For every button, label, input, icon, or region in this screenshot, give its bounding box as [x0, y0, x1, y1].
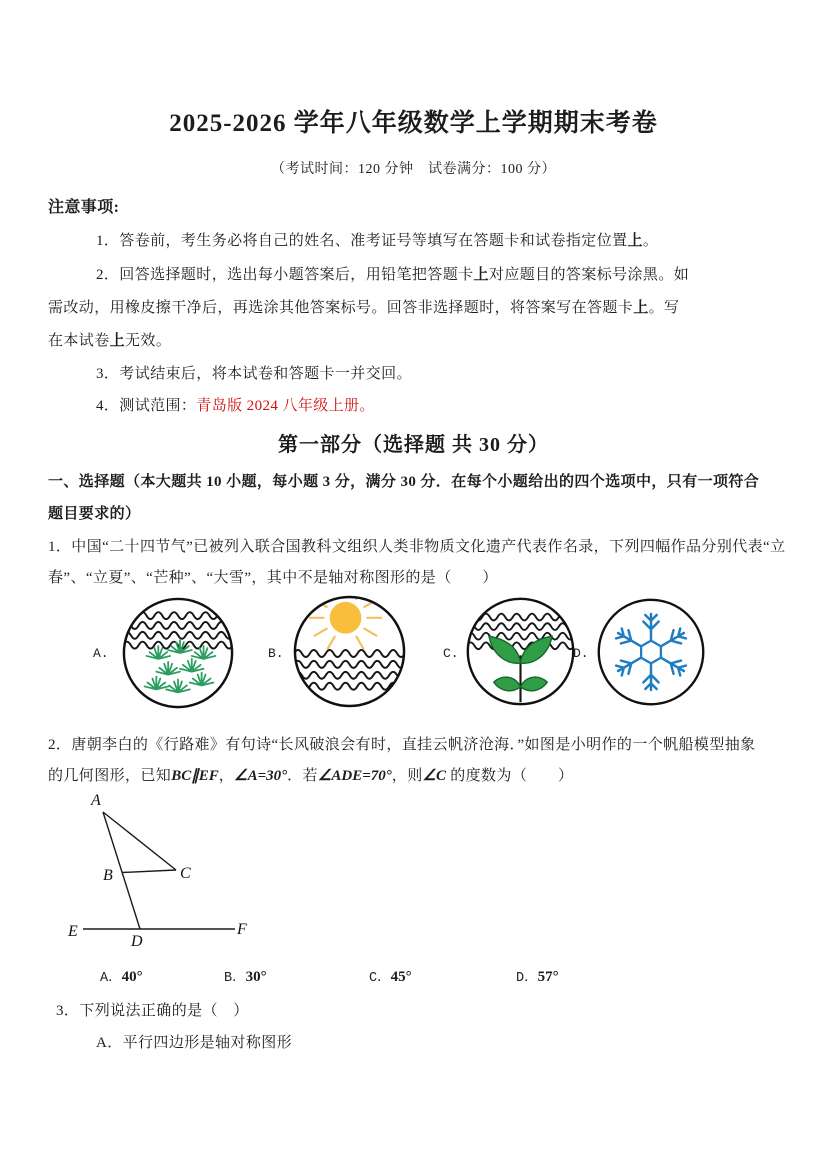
q2-option-d-value: 57° [537, 969, 559, 985]
q2-option-b-value: 30° [245, 969, 267, 985]
grain-plant-icon [463, 594, 578, 709]
notice-item-2-line2: 需改动，用橡皮擦干净后，再选涂其他答案标号。回答非选择题时，将答案写在答题卡上。写 [48, 300, 680, 316]
q1-option-label-b: B. [268, 646, 284, 661]
notice-item-2-line1: 2．回答选择题时，选出每小题答案后，用铅笔把答题卡上对应题目的答案标号涂黑。如 [96, 267, 690, 283]
figure-point-label-d: D [131, 933, 143, 950]
notice-item-1: 1．答卷前，考生务必将自己的姓名、准考证号等填写在答题卡和试卷指定位置上。 [96, 233, 659, 249]
q1-stem-line1: 1．中国“二十四节气”已被列入联合国教科文组织人类非物质文化遗产代表作名录，下列四幅作品分别代表“立 [48, 539, 786, 555]
q1-stem-line2: 春”、“立夏”、“芒种”、“大雪”，其中不是轴对称图形的是（ ） [48, 570, 498, 586]
q2-option-a [100, 965, 143, 986]
q2-option-d [516, 965, 559, 986]
snowflake-icon [594, 595, 708, 709]
q2-option-c-label: C． [369, 971, 391, 986]
sailboat-geometry-figure [58, 788, 288, 960]
figure-point-label-a: A [91, 792, 101, 809]
q3-option-a: A．平行四边形是轴对称图形 [96, 1035, 293, 1051]
q1-option-label-d: D. [573, 646, 589, 661]
section1-heading: 第一部分（选择题 共 30 分） [278, 434, 549, 456]
q2-stem-line1: 2．唐朝李白的《行路难》有句诗“长风破浪会有时，直挂云帆济沧海．”如图是小明作的一个帆船模型抽象 [48, 737, 756, 753]
figure-point-label-b: B [103, 867, 113, 884]
q2-option-c-value: 45° [390, 969, 412, 985]
notice-item-4: 4．测试范围：青岛版 2024 八年级上册。 [96, 398, 375, 414]
q2-option-a-value: 40° [121, 969, 143, 985]
q2-option-b-label: B． [224, 971, 246, 986]
figure-point-label-e: E [68, 923, 78, 940]
q2-option-d-label: D． [516, 971, 538, 986]
figure-point-label-f: F [237, 921, 247, 938]
page-title: 2025-2026 学年八年级数学上学期期末考卷 [169, 110, 658, 137]
q2-stem-line2: 的几何图形，已知BC∥EF，∠A=30°．若∠ADE=70°，则∠C 的度数为（ ） [48, 768, 574, 784]
q2-option-c [369, 965, 412, 986]
q2-option-a-label: A． [100, 971, 122, 986]
q1-option-label-a: A. [93, 646, 109, 661]
q1-option-label-c: C. [443, 646, 459, 661]
selection-intro-line1: 一、选择题（本大题共 10 小题，每小题 3 分，满分 30 分．在每个小题给出的四个选项中，只有一项符合 [48, 474, 760, 490]
q2-option-b [224, 965, 267, 986]
figure-point-label-c: C [180, 865, 191, 882]
selection-intro-line2: 题目要求的） [48, 506, 141, 522]
notice-heading: 注意事项: [48, 199, 120, 216]
notice-item-2-line3: 在本试卷上无效。 [48, 333, 172, 349]
notice-item-3: 3．考试结束后，将本试卷和答题卡一并交回。 [96, 366, 412, 382]
summer-sun-icon [290, 592, 409, 711]
exam-info-subtitle: （考试时间：120 分钟 试卷满分：100 分） [271, 162, 556, 177]
q3-stem: 3．下列说法正确的是（ ） [56, 1003, 249, 1019]
spring-grass-icon [119, 594, 237, 712]
